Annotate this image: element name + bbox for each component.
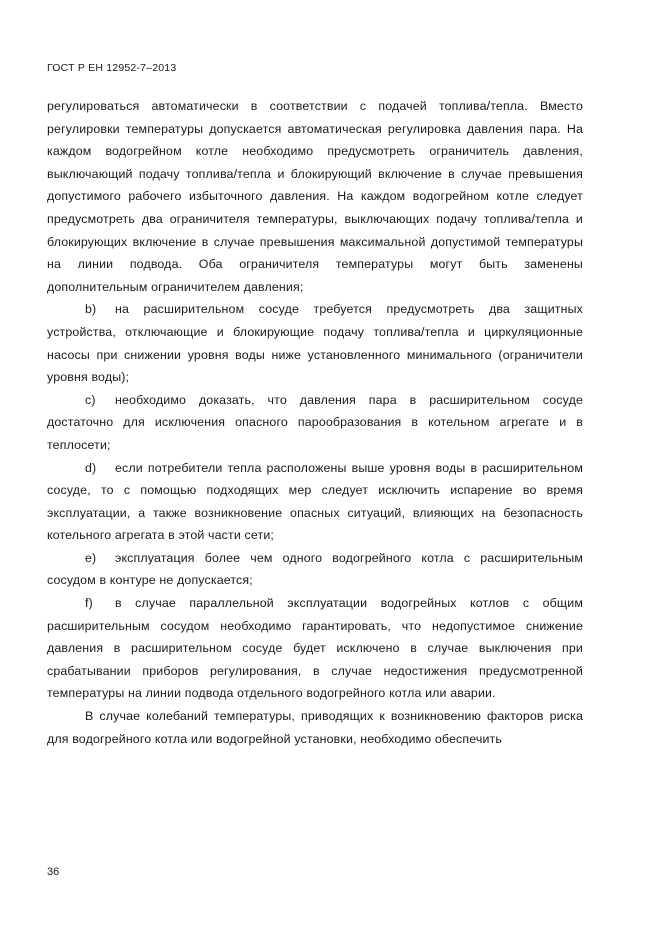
list-item-text: на расширительном сосуде требуется предусмотреть два защитных устройства, отключающие и блокирующие подачу топлива/тепла и циркуляционные насосы при снижении уровня воды ниже установленного минимального (ограничители уровня воды); (47, 302, 583, 385)
list-item-label: b) (85, 302, 97, 317)
list-item-label: e) (85, 550, 97, 565)
list-item-label: d) (85, 460, 97, 475)
paragraph-text: В случае колебаний температуры, приводящих к возникновению факторов риска для водогрейного котла или водогрейной установки, необходимо обеспечить (47, 709, 583, 746)
list-item-label: c) (85, 392, 96, 407)
list-item-e (47, 547, 583, 592)
standard-header: ГОСТ Р ЕН 12952-7–2013 (47, 62, 177, 74)
list-item-label: f) (85, 596, 93, 611)
document-body (47, 95, 583, 750)
list-item-text: в случае параллельной эксплуатации водогрейных котлов с общим расширительным сосудом необходимо гарантировать, что недопустимое снижение давления в расширительном сосуде будет исключено в случае выключения при срабатывании приборов регулирования, в случае недостижения предусмотренной температуры на линии подвода отдельного водогрейного котла или аварии. (47, 596, 583, 701)
page-number: 36 (47, 866, 60, 878)
list-item-c (47, 389, 583, 457)
list-item-b (47, 298, 583, 388)
paragraph-temperature (47, 705, 583, 750)
list-item-text: необходимо доказать, что давления пара в расширительном сосуде достаточно для исключения опасного парообразования в котельном агрегате и в теплосети; (47, 392, 583, 452)
list-item-text: эксплуатация более чем одного водогрейного котла с расширительным сосудом в контуре не допускается; (47, 550, 583, 588)
list-item-text: если потребители тепла расположены выше уровня воды в расширительном сосуде, то с помощью подходящих мер следует исключить испарение во время эксплуатации, а также возникновение опасных ситуаций, влияющих на безопасность котельного агрегата в этой части сети; (47, 460, 583, 543)
paragraph-continuation (47, 95, 583, 298)
list-item-d (47, 457, 583, 547)
paragraph-text: регулироваться автоматически в соответствии с подачей топлива/тепла. Вместо регулировки температуры допускается автоматическая регулировка давления пара. На каждом водогрейном котле необходимо предусмотреть ограничитель давления, выключающий подачу топлива/тепла и блокирующий включение в случае превышения допустимого рабочего избыточного давления. На каждом водогрейном котле следует предусмотреть два ограничителя температуры, выключающих подачу топлива/тепла и блокирующих включение в случае превышения максимальной допустимой температуры на линии подвода. Оба ограничителя температуры могут быть заменены дополнительным ограничителем давления; (47, 99, 583, 294)
list-item-f (47, 592, 583, 705)
